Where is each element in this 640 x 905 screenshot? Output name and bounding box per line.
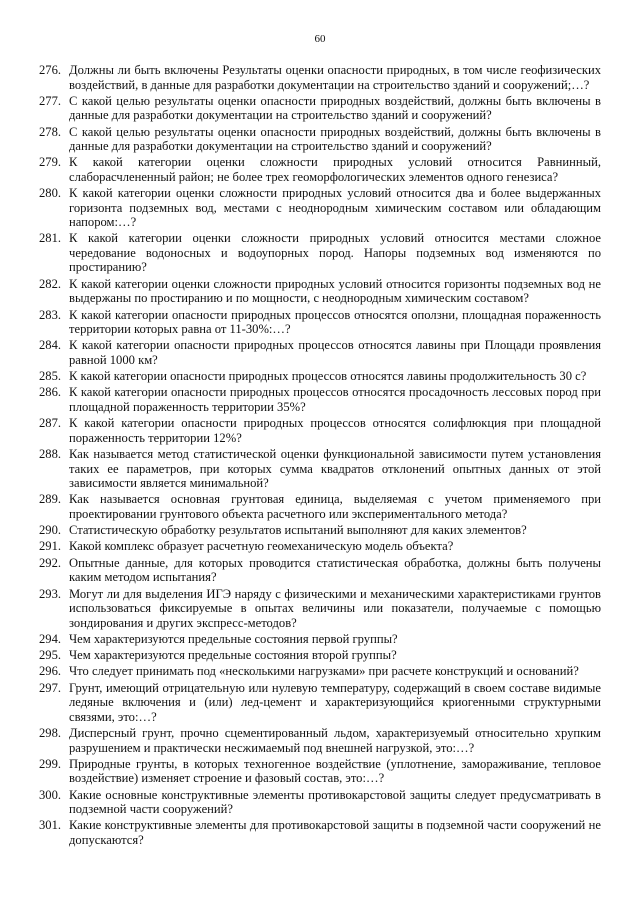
question-text: К какой категории опасности природных процессов относятся солифлюкция при площадной пораженность территории 12%? <box>69 416 601 445</box>
question-text: К какой категории оценки сложности природных условий относится местами сложное чередование водоносных и водоупорных пород. Напоры подземных вод изменяются по простиранию? <box>69 231 601 275</box>
question-text: К какой категории опасности природных процессов относятся лавины при Площади проявления равной 1000 км? <box>69 338 601 367</box>
question-number: 301. <box>39 818 62 833</box>
page-number: 60 <box>314 33 326 45</box>
question-item <box>39 186 601 230</box>
question-number: 286. <box>39 385 62 400</box>
question-text: Опытные данные, для которых проводится статистическая обработка, должны быть получены каким методом испытания? <box>69 555 601 585</box>
question-item <box>39 556 601 585</box>
question-text: Дисперсный грунт, прочно сцементированный льдом, характеризуемый относительно хрупким разрушением и практически несжимаемый под внешней нагрузкой, это:…? <box>69 726 601 755</box>
question-item <box>39 63 601 92</box>
question-item <box>39 338 601 367</box>
question-item <box>39 757 601 786</box>
question-number: 292. <box>39 555 62 570</box>
question-number: 298. <box>39 726 62 741</box>
question-number: 278. <box>39 124 62 139</box>
question-item <box>39 523 601 538</box>
question-item <box>39 726 601 755</box>
question-item <box>39 125 601 154</box>
question-number: 287. <box>39 416 62 431</box>
question-number: 294. <box>39 631 62 646</box>
question-number: 277. <box>39 93 62 108</box>
question-number: 299. <box>39 756 62 771</box>
question-text: К какой категории оценки сложности природных условий относится горизонты подземных вод не выдержаны по простиранию и по мощности, с неоднородным химическим составом? <box>69 276 601 306</box>
question-item <box>39 231 601 275</box>
question-text: Грунт, имеющий отрицательную или нулевую температуру, содержащий в своем составе видимые ледяные включения и (или) лед-цемент и характеризующийся криогенными структурными связями, это:…? <box>69 680 601 724</box>
question-text: Какие конструктивные элементы для противокарстовой защиты в подземной части сооружений не допускаются? <box>69 818 601 847</box>
question-number: 283. <box>39 307 62 322</box>
question-item <box>39 664 601 679</box>
question-text: Статистическую обработку результатов испытаний выполняют для каких элементов? <box>69 523 527 538</box>
question-item <box>39 308 601 337</box>
question-number: 284. <box>39 338 62 353</box>
question-item <box>39 818 601 847</box>
question-item <box>39 587 601 631</box>
question-number: 293. <box>39 586 62 601</box>
question-text: Чем характеризуются предельные состояния первой группы? <box>69 631 398 646</box>
question-number: 280. <box>39 186 62 201</box>
question-number: 291. <box>39 539 62 554</box>
question-text: К какой категории опасности природных процессов относятся лавины продолжительность 30 с? <box>69 369 587 384</box>
question-text: Какие основные конструктивные элементы противокарстовой защиты следует предусматривать в подземной части сооружений? <box>69 787 601 817</box>
question-text: Какой комплекс образует расчетную геомеханическую модель объекта? <box>69 539 454 554</box>
question-item <box>39 416 601 445</box>
question-number: 296. <box>39 664 62 679</box>
question-number: 281. <box>39 231 62 246</box>
question-number: 289. <box>39 492 62 507</box>
question-item <box>39 788 601 817</box>
question-text: С какой целью результаты оценки опасности природных воздействий, должны быть включены в данные для разработки документации на строительство зданий и сооружений? <box>69 93 601 123</box>
question-text: К какой категории оценки сложности природных условий относится два и более выдержанных горизонта подземных вод, местами с неоднородным химическим составом или обладающим напором:…? <box>69 186 601 230</box>
question-text: Чем характеризуются предельные состояния второй группы? <box>69 648 397 663</box>
question-text: Должны ли быть включены Результаты оценки опасности природных, в том числе геофизических воздействий, в данные для разработки документации на строительство зданий и сооружений;…? <box>69 63 601 92</box>
question-item <box>39 447 601 491</box>
question-item <box>39 539 601 554</box>
question-number: 285. <box>39 369 62 384</box>
question-text: Как называется основная грунтовая единица, выделяемая с учетом применяемого при проектировании грунтового объекта расчетного или экспериментального метода? <box>69 492 601 521</box>
question-item <box>39 648 601 663</box>
question-number: 276. <box>39 63 62 77</box>
question-item <box>39 94 601 123</box>
question-number: 288. <box>39 447 62 462</box>
question-item <box>39 632 601 647</box>
question-number: 290. <box>39 523 62 538</box>
question-item <box>39 492 601 521</box>
question-item <box>39 385 601 414</box>
question-number: 282. <box>39 276 62 291</box>
question-text: Могут ли для выделения ИГЭ наряду с физическими и механическими характеристиками грунтов использоваться фиксируемые в опытах величины или показатели, получаемые с помощью зондирования и других экспресс-методов? <box>69 586 601 630</box>
question-number: 279. <box>39 155 62 170</box>
question-text: К какой категории опасности природных процессов относятся оползни, площадная пораженность территории которых равна от 11-30%:…? <box>69 307 601 337</box>
question-item <box>39 277 601 306</box>
question-item <box>39 681 601 725</box>
question-text: К какой категории опасности природных процессов относятся просадочность лессовых пород при площадной пораженность территории 35%? <box>69 385 601 414</box>
question-list <box>39 63 601 849</box>
question-number: 297. <box>39 680 62 695</box>
question-text: Природные грунты, в которых техногенное воздействие (уплотнение, замораживание, тепловое воздействие) изменяет строение и фазовый состав, это:…? <box>69 756 601 786</box>
question-item <box>39 369 601 384</box>
question-text: С какой целью результаты оценки опасности природных воздействий, должны быть включены в данные для разработки документации на строительство зданий и сооружений? <box>69 124 601 154</box>
question-text: Что следует принимать под «несколькими нагрузками» при расчете конструкций и оснований? <box>69 664 579 679</box>
question-text: Как называется метод статистической оценки функциональной зависимости путем установления таких ее параметров, при которых сумма квадратов отклонений опытных данных от этой зависимости является минимальной? <box>69 447 601 491</box>
question-text: К какой категории оценки сложности природных условий относится Равнинный, слаборасчлененный район; не более трех геоморфологических элементов одного генезиса? <box>69 155 601 184</box>
question-number: 295. <box>39 648 62 663</box>
question-item <box>39 155 601 184</box>
question-number: 300. <box>39 787 62 802</box>
